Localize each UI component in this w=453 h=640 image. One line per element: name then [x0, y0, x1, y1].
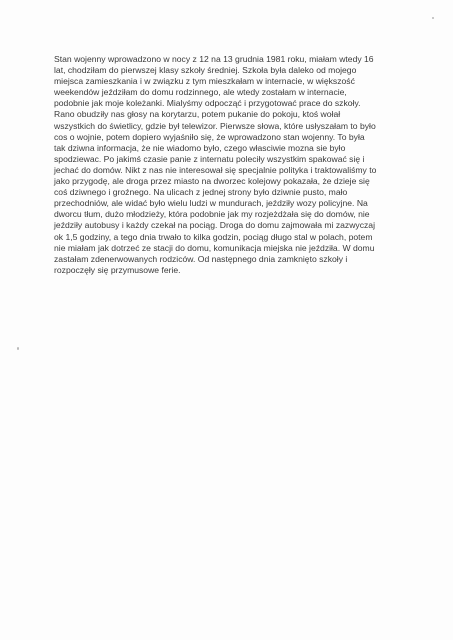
- scan-speck: [17, 347, 19, 350]
- document-body: [54, 54, 414, 276]
- text-line: Rano obudziły nas głosy na korytarzu, potem pukanie do pokoju, ktoś wołał: [54, 109, 341, 120]
- text-line: przechodniów, ale widać było wielu ludzi w mundurach, jeździły wozy policyjne. Na: [54, 198, 368, 209]
- text-line: dworcu tłum, dużo młodzieży, która podobnie jak my rozjeżdżała się do domów, nie: [54, 209, 370, 220]
- text-line: coś dziwnego i groźnego. Na ulicach z jednej strony było dziwnie pusto, mało: [54, 187, 348, 198]
- text-line: cos o wojnie, potem dopiero wyjaśniło się, że wprowadzono stan wojenny. To była: [54, 131, 365, 142]
- text-line: wszystkich do świetlicy, gdzie był telewizor. Pierwsze słowa, które usłyszałam to było: [54, 120, 376, 131]
- text-line: lat, chodziłam do pierwszej klasy szkoły średniej. Szkoła była daleko od mojego: [54, 65, 357, 76]
- text-line: ok 1,5 godziny, a tego dnia trwało to kilka godzin, pociąg długo stal w polach, potem: [54, 231, 373, 242]
- text-line: spodziewac. Po jakimś czasie panie z internatu poleciły wszystkim spakować się i: [54, 153, 365, 164]
- text-line: miejsca zamieszkania i w związku z tym mieszkałam w internacie, w większość: [54, 76, 355, 87]
- text-line: Stan wojenny wprowadzono w nocy z 12 na 13 grudnia 1981 roku, miałam wtedy 16: [54, 54, 374, 64]
- text-line: podobnie jak moje koleżanki. Mialyśmy odpocząć i przygotować prace do szkoły.: [54, 98, 361, 109]
- text-line: rozpoczęły się przymusowe ferie.: [54, 264, 181, 275]
- text-line: jechać do domów. Nikt z nas nie interesował się specjalnie polityka i traktowaliśmy to: [54, 164, 377, 175]
- text-line: tak dziwna informacja, że nie wiadomo było, czego własciwie mozna sie było: [54, 142, 346, 153]
- scan-speck: [432, 17, 434, 19]
- text-line: jako przygodę, ale droga przez miasto na dworzec kolejowy pokazała, że dzieje się: [54, 176, 370, 187]
- text-line: weekendów jeździłam do domu rodzinnego, ale wtedy zostałam w internacie,: [54, 87, 347, 98]
- text-line: nie miałam jak dotrzeć ze stacji do domu, komunikacja miejska nie jeździła. W domu: [54, 242, 375, 253]
- text-line: zastałam zdenerwowanych rodziców. Od następnego dnia zamknięto szkoły i: [54, 253, 348, 264]
- text-line: jeździły autobusy i każdy czekał na pociąg. Droga do domu zajmowała mi zazwyczaj: [54, 220, 375, 231]
